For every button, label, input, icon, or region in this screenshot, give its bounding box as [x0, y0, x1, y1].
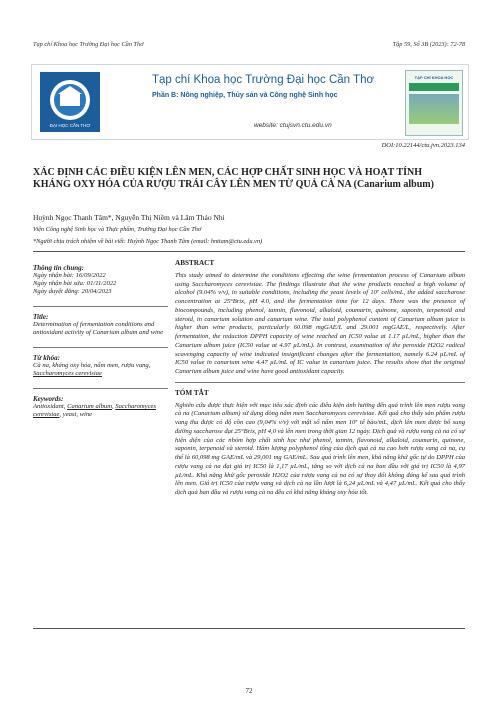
doi: DOI:10.22144/ctu.jvn.2023.134: [381, 142, 465, 149]
revised-date: Ngày nhận bài sửa: 01/11/2022: [33, 280, 117, 287]
banner-website: website: ctujsvn.ctu.edu.vn: [254, 122, 332, 129]
abstract-column: [175, 259, 465, 498]
keywords-en: [33, 403, 168, 419]
english-title: Determination of fermentation conditions and antioxidant activity of Canarium album and wine: [33, 321, 164, 336]
authors: Huỳnh Ngọc Thanh Tâm*, Nguyễn Thị Niềm và Lâm Thảo Nhi: [33, 213, 225, 222]
banner-title: Tạp chí Khoa học Trường Đại học Cần Thơ: [152, 74, 375, 86]
journal-cover-thumbnail: [405, 70, 463, 136]
banner-subtitle: Phần B: Nông nghiệp, Thủy sản và Công nghệ Sinh học: [152, 92, 338, 99]
cover-bar: [409, 83, 459, 91]
paper-title: XÁC ĐỊNH CÁC ĐIỀU KIỆN LÊN MEN, CÁC HỢP CHẤT SINH HỌC VÀ HOẠT TÍNH KHÁNG OXY HÓA CỦA RƯỢU TRÁI CÂY LÊN MEN TỪ QUẢ CÀ NA (Canarium album): [33, 167, 434, 190]
title-block: [33, 313, 168, 337]
abstract-heading: ABSTRACT: [175, 259, 215, 267]
keywords-vi-block: [33, 354, 168, 378]
keywords-vi-heading: Từ khóa:: [33, 354, 60, 362]
abstract-text: This study aimed to determine the conditions effecting the wine fermentation process of Canarium album using Saccharomyces cerevisiae. The findings illustrate that the wine products reached a high volume of alcohol (9.04% v/v), in suitable conditions, including the yeast levels of 10⁷ cells/mL, the added saccharose concentration at 25°Brix, pH 4.0, and the fermentation time for 12 days. There was the presence of biocompounds, including phenol, tannin, flavonoid, alkaloid, coumarin, quinone, saponin, terpenoid and steroid, in canarium solution and canarium wine. The total polyphenol content of Canarium album juice is higher than wine products, particularly 60.098 mgGAE/L and 29.001 mgGAE/L, respectively. After fermentation, the reduction DPPH capacity of wine reached an IC50 value at 1.17 µL/mL, higher than the Canarium album juice (IC50 value at 4.97 µL/mL). In contrast, examination of the peroxide H2O2 radical scavenging capacity of wine indicated insignificant changes after the fermentation, namely 6.24 µL/mL of IC50 value in canarium wine 4.47 µL/mL of IC value in canarium juice. The results show that the original Canarium album juice and wine have good antioxidant capacity.: [175, 271, 465, 375]
divider-bottom: [33, 628, 465, 629]
divider: [33, 388, 168, 389]
summary-text: Nghiên cứu được thực hiện với mục tiêu xác định các điều kiện ảnh hưởng đến quá trình lên men rượu vang cà na (Canarium album) sử dụng dòng nấm men Saccharomyces cerevisiae. Kết quả cho thấy sản phẩm rượu vang thu được có độ cồn cao (9,04% v/v) với mật số nấm men 10⁷ tế bào/mL, dịch lên men được bổ sung đường saccharose đạt 25°Brix, pH 4,0 và lên men trong thời gian 12 ngày. Dịch quả và rượu vang cà na có sự hiện diện của các nhóm hợp chất sinh học như phenol, tannin, flavonoid, alkaloid, coumarin, quinone, saponin, terpenoid và steroid. Hàm lượng polyphenol tổng của dịch quả cà na cao hơn rượu vang cà na, cụ thể là 60,098 mg GAE/mL và 29,001 mg GAE/mL. Sau quá trình lên men, khả năng khử gốc tự do DPPH của rượu vang cà na đạt giá trị IC50 là 1,17 µL/mL, tăng so với dịch cà na ban đầu với giá trị IC50 là 4,97 µL/mL. Khả năng khử gốc peroxide H2O2 của rượu vang cà na có sự thay đổi không đáng kể sau quá trình lên men. Giá trị IC50 của rượu vang và dịch cà na lần lượt là 6,24 µL/mL và 4,47 µL/mL. Kết quả cho thấy dịch quả ban đầu và rượu vang cà na đều có khả năng kháng oxy hóa tốt.: [175, 401, 465, 496]
divider: [175, 382, 465, 383]
article-info-column: [33, 264, 168, 429]
title-heading: Title:: [33, 313, 49, 321]
affiliation: Viện Công nghệ Sinh học và Thực phẩm, Trường Đại học Cần Thơ: [33, 226, 202, 233]
kw-en-part: Antioxidant,: [33, 403, 68, 410]
keywords-vi-species: Saccharomyces cerevisiae: [33, 370, 102, 377]
journal-name: Tạp chí Khoa học Trường Đại học Cần Thơ: [33, 41, 144, 48]
divider: [33, 347, 168, 348]
keywords-vi: [33, 362, 168, 378]
logo-text: ĐẠI HỌC CẦN THƠ: [49, 123, 91, 128]
kw-en-species: Canarium album: [67, 403, 112, 410]
info-heading: Thông tin chung:: [33, 264, 84, 272]
kw-en-species: Saccharomyces cerevisiae: [33, 403, 157, 418]
corresponding-author: *Người chịu trách nhiệm về bài viết: Huỳnh Ngọc Thanh Tâm (email: hnttam@ctu.edu.vn): [33, 238, 263, 245]
divider: [33, 306, 168, 307]
kw-en-part: ,: [111, 403, 116, 410]
keywords-vi-text: Cà na, kháng oxy hóa, nấm men, rượu vang,: [33, 362, 151, 369]
cover-image: [409, 94, 459, 124]
page-number: 72: [245, 687, 253, 695]
journal-banner: [31, 64, 469, 140]
cover-title: TẠP CHÍ KHOA HỌC: [414, 75, 454, 80]
received-date: Ngày nhận bài: 16/09/2022: [33, 272, 106, 279]
accepted-date: Ngày duyệt đăng: 20/04/2023: [33, 288, 112, 295]
divider-top: [33, 251, 465, 252]
keywords-en-heading: Keywords:: [33, 395, 64, 403]
running-header: [33, 41, 465, 48]
dates-block: [33, 264, 168, 296]
keywords-en-block: [33, 395, 168, 419]
summary-heading: TÓM TẮT: [175, 388, 209, 397]
kw-en-part: , yeast, wine: [59, 411, 93, 418]
university-logo-icon: [40, 72, 100, 132]
volume-info: Tập 59, Số 3B (2023): 72-78: [392, 41, 465, 48]
